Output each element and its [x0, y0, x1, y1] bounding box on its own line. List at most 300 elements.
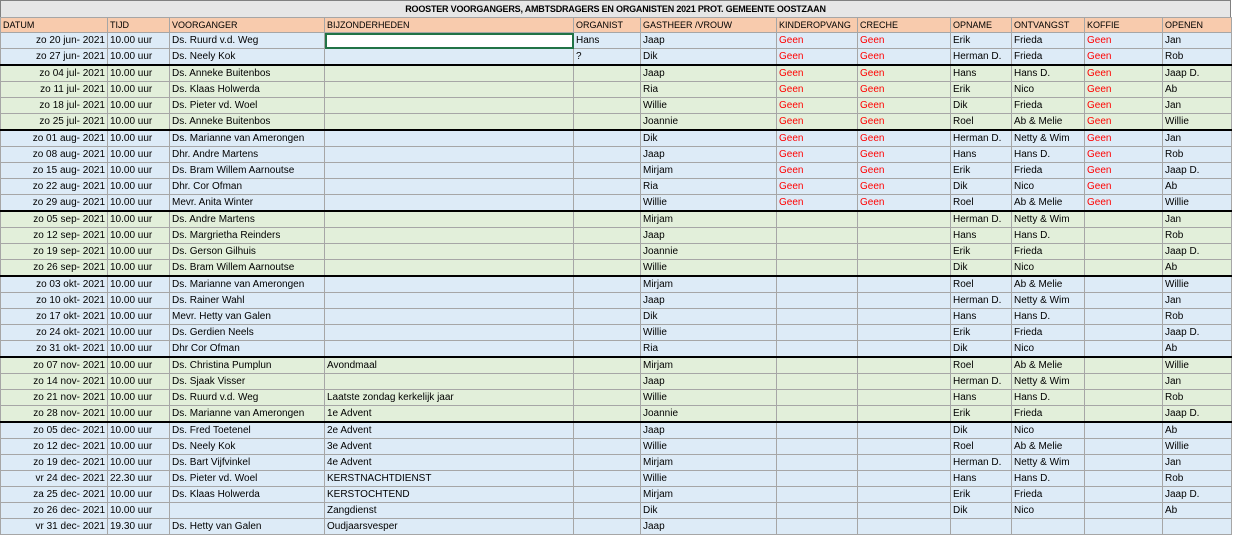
date-cell[interactable]: zo 05 dec- 2021	[1, 422, 108, 439]
gastheer-cell[interactable]: Mirjam	[641, 455, 777, 471]
opname-cell[interactable]: Herman D.	[951, 293, 1012, 309]
openen-cell[interactable]: Rob	[1163, 49, 1232, 66]
date-cell[interactable]: vr 24 dec- 2021	[1, 471, 108, 487]
organist-cell[interactable]	[574, 503, 641, 519]
openen-cell[interactable]: Willie	[1163, 114, 1232, 131]
bijzonderheden-cell[interactable]	[325, 179, 574, 195]
koffie-cell[interactable]	[1085, 406, 1163, 423]
kinderopvang-cell[interactable]: Geen	[777, 33, 858, 49]
organist-cell[interactable]	[574, 163, 641, 179]
date-cell[interactable]: zo 14 nov- 2021	[1, 374, 108, 390]
creche-cell[interactable]: Geen	[858, 179, 951, 195]
openen-cell[interactable]: Rob	[1163, 471, 1232, 487]
organist-cell[interactable]	[574, 422, 641, 439]
koffie-cell[interactable]	[1085, 293, 1163, 309]
openen-cell[interactable]: Jan	[1163, 33, 1232, 49]
time-cell[interactable]: 10.00 uur	[108, 503, 170, 519]
voorganger-cell[interactable]: Ds. Ruurd v.d. Weg	[170, 33, 325, 49]
gastheer-cell[interactable]: Joannie	[641, 114, 777, 131]
voorganger-cell[interactable]: Ds. Pieter vd. Woel	[170, 98, 325, 114]
date-cell[interactable]: zo 20 jun- 2021	[1, 33, 108, 49]
bijzonderheden-cell[interactable]: Avondmaal	[325, 357, 574, 374]
date-cell[interactable]: zo 25 jul- 2021	[1, 114, 108, 131]
creche-cell[interactable]	[858, 406, 951, 423]
date-cell[interactable]: zo 12 sep- 2021	[1, 228, 108, 244]
organist-cell[interactable]	[574, 211, 641, 228]
kinderopvang-cell[interactable]	[777, 374, 858, 390]
date-cell[interactable]: zo 19 sep- 2021	[1, 244, 108, 260]
opname-cell[interactable]: Herman D.	[951, 49, 1012, 66]
date-cell[interactable]: zo 04 jul- 2021	[1, 65, 108, 82]
kinderopvang-cell[interactable]: Geen	[777, 147, 858, 163]
organist-cell[interactable]	[574, 439, 641, 455]
time-cell[interactable]: 10.00 uur	[108, 309, 170, 325]
gastheer-cell[interactable]: Mirjam	[641, 276, 777, 293]
column-header[interactable]: OPENEN	[1163, 18, 1232, 33]
opname-cell[interactable]: Dik	[951, 422, 1012, 439]
voorganger-cell[interactable]: Ds. Hetty van Galen	[170, 519, 325, 535]
gastheer-cell[interactable]: Joannie	[641, 244, 777, 260]
kinderopvang-cell[interactable]	[777, 357, 858, 374]
gastheer-cell[interactable]: Jaap	[641, 147, 777, 163]
bijzonderheden-cell[interactable]	[325, 309, 574, 325]
kinderopvang-cell[interactable]: Geen	[777, 98, 858, 114]
kinderopvang-cell[interactable]	[777, 211, 858, 228]
openen-cell[interactable]: Willie	[1163, 276, 1232, 293]
time-cell[interactable]: 10.00 uur	[108, 455, 170, 471]
openen-cell[interactable]: Ab	[1163, 341, 1232, 358]
kinderopvang-cell[interactable]	[777, 471, 858, 487]
bijzonderheden-cell[interactable]	[325, 114, 574, 131]
voorganger-cell[interactable]: Ds. Marianne van Amerongen	[170, 276, 325, 293]
koffie-cell[interactable]: Geen	[1085, 98, 1163, 114]
time-cell[interactable]: 10.00 uur	[108, 130, 170, 147]
gastheer-cell[interactable]: Ria	[641, 341, 777, 358]
voorganger-cell[interactable]: Ds. Gerson Gilhuis	[170, 244, 325, 260]
organist-cell[interactable]	[574, 130, 641, 147]
opname-cell[interactable]: Dik	[951, 503, 1012, 519]
voorganger-cell[interactable]: Ds. Neely Kok	[170, 439, 325, 455]
creche-cell[interactable]	[858, 325, 951, 341]
time-cell[interactable]: 10.00 uur	[108, 65, 170, 82]
creche-cell[interactable]	[858, 471, 951, 487]
bijzonderheden-cell[interactable]	[325, 65, 574, 82]
column-header[interactable]: ONTVANGST	[1012, 18, 1085, 33]
koffie-cell[interactable]	[1085, 341, 1163, 358]
voorganger-cell[interactable]: Ds. Christina Pumplun	[170, 357, 325, 374]
organist-cell[interactable]	[574, 147, 641, 163]
kinderopvang-cell[interactable]: Geen	[777, 49, 858, 66]
opname-cell[interactable]: Erik	[951, 244, 1012, 260]
openen-cell[interactable]: Rob	[1163, 228, 1232, 244]
date-cell[interactable]: zo 29 aug- 2021	[1, 195, 108, 212]
ontvangst-cell[interactable]: Netty & Wim	[1012, 455, 1085, 471]
creche-cell[interactable]	[858, 390, 951, 406]
openen-cell[interactable]: Ab	[1163, 503, 1232, 519]
creche-cell[interactable]	[858, 422, 951, 439]
openen-cell[interactable]: Jan	[1163, 293, 1232, 309]
openen-cell[interactable]: Rob	[1163, 309, 1232, 325]
ontvangst-cell[interactable]: Frieda	[1012, 325, 1085, 341]
ontvangst-cell[interactable]: Nico	[1012, 422, 1085, 439]
ontvangst-cell[interactable]: Frieda	[1012, 98, 1085, 114]
voorganger-cell[interactable]: Ds. Ruurd v.d. Weg	[170, 390, 325, 406]
ontvangst-cell[interactable]: Hans D.	[1012, 147, 1085, 163]
openen-cell[interactable]: Ab	[1163, 82, 1232, 98]
date-cell[interactable]: zo 12 dec- 2021	[1, 439, 108, 455]
ontvangst-cell[interactable]: Nico	[1012, 260, 1085, 277]
voorganger-cell[interactable]: Ds. Anneke Buitenbos	[170, 65, 325, 82]
time-cell[interactable]: 10.00 uur	[108, 98, 170, 114]
ontvangst-cell[interactable]: Netty & Wim	[1012, 374, 1085, 390]
creche-cell[interactable]: Geen	[858, 33, 951, 49]
voorganger-cell[interactable]: Mevr. Hetty van Galen	[170, 309, 325, 325]
voorganger-cell[interactable]: Dhr. Cor Ofman	[170, 179, 325, 195]
ontvangst-cell[interactable]: Frieda	[1012, 244, 1085, 260]
voorganger-cell[interactable]: Ds. Bart Vijfvinkel	[170, 455, 325, 471]
date-cell[interactable]: zo 17 okt- 2021	[1, 309, 108, 325]
koffie-cell[interactable]	[1085, 228, 1163, 244]
time-cell[interactable]: 10.00 uur	[108, 260, 170, 277]
bijzonderheden-cell[interactable]	[325, 82, 574, 98]
organist-cell[interactable]	[574, 487, 641, 503]
gastheer-cell[interactable]: Mirjam	[641, 211, 777, 228]
ontvangst-cell[interactable]: Nico	[1012, 82, 1085, 98]
time-cell[interactable]: 10.00 uur	[108, 163, 170, 179]
column-header[interactable]: DATUM	[1, 18, 108, 33]
opname-cell[interactable]: Hans	[951, 309, 1012, 325]
gastheer-cell[interactable]: Ria	[641, 179, 777, 195]
organist-cell[interactable]	[574, 471, 641, 487]
organist-cell[interactable]	[574, 357, 641, 374]
opname-cell[interactable]: Erik	[951, 406, 1012, 423]
bijzonderheden-cell[interactable]	[325, 276, 574, 293]
column-header[interactable]: TIJD	[108, 18, 170, 33]
date-cell[interactable]: zo 08 aug- 2021	[1, 147, 108, 163]
bijzonderheden-cell[interactable]: 1e Advent	[325, 406, 574, 423]
openen-cell[interactable]: Jan	[1163, 374, 1232, 390]
koffie-cell[interactable]	[1085, 471, 1163, 487]
kinderopvang-cell[interactable]: Geen	[777, 82, 858, 98]
ontvangst-cell[interactable]: Hans D.	[1012, 471, 1085, 487]
kinderopvang-cell[interactable]	[777, 390, 858, 406]
ontvangst-cell[interactable]: Frieda	[1012, 163, 1085, 179]
ontvangst-cell[interactable]: Hans D.	[1012, 228, 1085, 244]
gastheer-cell[interactable]: Willie	[641, 195, 777, 212]
column-header[interactable]: KINDEROPVANG	[777, 18, 858, 33]
koffie-cell[interactable]	[1085, 211, 1163, 228]
gastheer-cell[interactable]: Willie	[641, 325, 777, 341]
openen-cell[interactable]: Jaap D.	[1163, 325, 1232, 341]
gastheer-cell[interactable]: Mirjam	[641, 487, 777, 503]
time-cell[interactable]: 10.00 uur	[108, 487, 170, 503]
time-cell[interactable]: 10.00 uur	[108, 82, 170, 98]
kinderopvang-cell[interactable]: Geen	[777, 195, 858, 212]
ontvangst-cell[interactable]: Ab & Melie	[1012, 276, 1085, 293]
openen-cell[interactable]: Jaap D.	[1163, 163, 1232, 179]
gastheer-cell[interactable]: Jaap	[641, 65, 777, 82]
organist-cell[interactable]: ?	[574, 49, 641, 66]
kinderopvang-cell[interactable]	[777, 422, 858, 439]
openen-cell[interactable]: Rob	[1163, 390, 1232, 406]
gastheer-cell[interactable]: Jaap	[641, 33, 777, 49]
koffie-cell[interactable]	[1085, 487, 1163, 503]
creche-cell[interactable]	[858, 244, 951, 260]
voorganger-cell[interactable]: Dhr Cor Ofman	[170, 341, 325, 358]
time-cell[interactable]: 10.00 uur	[108, 33, 170, 49]
kinderopvang-cell[interactable]: Geen	[777, 114, 858, 131]
koffie-cell[interactable]	[1085, 519, 1163, 535]
organist-cell[interactable]	[574, 406, 641, 423]
ontvangst-cell[interactable]: Frieda	[1012, 33, 1085, 49]
voorganger-cell[interactable]: Ds. Pieter vd. Woel	[170, 471, 325, 487]
organist-cell[interactable]	[574, 65, 641, 82]
opname-cell[interactable]: Erik	[951, 487, 1012, 503]
time-cell[interactable]: 10.00 uur	[108, 325, 170, 341]
organist-cell[interactable]	[574, 179, 641, 195]
koffie-cell[interactable]: Geen	[1085, 33, 1163, 49]
bijzonderheden-cell[interactable]: KERSTNACHTDIENST	[325, 471, 574, 487]
time-cell[interactable]: 10.00 uur	[108, 147, 170, 163]
ontvangst-cell[interactable]: Netty & Wim	[1012, 293, 1085, 309]
koffie-cell[interactable]: Geen	[1085, 179, 1163, 195]
creche-cell[interactable]	[858, 439, 951, 455]
ontvangst-cell[interactable]: Frieda	[1012, 49, 1085, 66]
bijzonderheden-cell[interactable]	[325, 325, 574, 341]
ontvangst-cell[interactable]: Nico	[1012, 179, 1085, 195]
koffie-cell[interactable]	[1085, 374, 1163, 390]
time-cell[interactable]: 10.00 uur	[108, 195, 170, 212]
gastheer-cell[interactable]: Jaap	[641, 228, 777, 244]
bijzonderheden-cell[interactable]: Oudjaarsvesper	[325, 519, 574, 535]
organist-cell[interactable]	[574, 374, 641, 390]
voorganger-cell[interactable]	[170, 503, 325, 519]
time-cell[interactable]: 19.30 uur	[108, 519, 170, 535]
ontvangst-cell[interactable]: Hans D.	[1012, 390, 1085, 406]
time-cell[interactable]: 10.00 uur	[108, 244, 170, 260]
organist-cell[interactable]	[574, 519, 641, 535]
creche-cell[interactable]	[858, 341, 951, 358]
opname-cell[interactable]: Roel	[951, 357, 1012, 374]
gastheer-cell[interactable]: Joannie	[641, 406, 777, 423]
koffie-cell[interactable]	[1085, 276, 1163, 293]
time-cell[interactable]: 10.00 uur	[108, 390, 170, 406]
openen-cell[interactable]: Ab	[1163, 179, 1232, 195]
opname-cell[interactable]: Dik	[951, 98, 1012, 114]
column-header[interactable]: ORGANIST	[574, 18, 641, 33]
kinderopvang-cell[interactable]	[777, 325, 858, 341]
gastheer-cell[interactable]: Willie	[641, 439, 777, 455]
voorganger-cell[interactable]: Ds. Bram Willem Aarnoutse	[170, 260, 325, 277]
ontvangst-cell[interactable]: Hans D.	[1012, 65, 1085, 82]
date-cell[interactable]: vr 31 dec- 2021	[1, 519, 108, 535]
date-cell[interactable]: zo 31 okt- 2021	[1, 341, 108, 358]
opname-cell[interactable]: Roel	[951, 114, 1012, 131]
openen-cell[interactable]: Jaap D.	[1163, 487, 1232, 503]
openen-cell[interactable]	[1163, 519, 1232, 535]
gastheer-cell[interactable]: Jaap	[641, 293, 777, 309]
organist-cell[interactable]	[574, 195, 641, 212]
ontvangst-cell[interactable]: Frieda	[1012, 406, 1085, 423]
time-cell[interactable]: 10.00 uur	[108, 179, 170, 195]
kinderopvang-cell[interactable]: Geen	[777, 65, 858, 82]
gastheer-cell[interactable]: Jaap	[641, 519, 777, 535]
ontvangst-cell[interactable]: Ab & Melie	[1012, 195, 1085, 212]
date-cell[interactable]: zo 26 dec- 2021	[1, 503, 108, 519]
creche-cell[interactable]	[858, 228, 951, 244]
time-cell[interactable]: 10.00 uur	[108, 374, 170, 390]
time-cell[interactable]: 10.00 uur	[108, 439, 170, 455]
ontvangst-cell[interactable]: Netty & Wim	[1012, 130, 1085, 147]
date-cell[interactable]: zo 10 okt- 2021	[1, 293, 108, 309]
kinderopvang-cell[interactable]: Geen	[777, 130, 858, 147]
bijzonderheden-cell[interactable]	[325, 130, 574, 147]
openen-cell[interactable]: Jan	[1163, 455, 1232, 471]
voorganger-cell[interactable]: Ds. Fred Toetenel	[170, 422, 325, 439]
koffie-cell[interactable]	[1085, 309, 1163, 325]
ontvangst-cell[interactable]	[1012, 519, 1085, 535]
date-cell[interactable]: zo 24 okt- 2021	[1, 325, 108, 341]
opname-cell[interactable]: Hans	[951, 471, 1012, 487]
time-cell[interactable]: 10.00 uur	[108, 49, 170, 66]
gastheer-cell[interactable]: Willie	[641, 471, 777, 487]
koffie-cell[interactable]	[1085, 325, 1163, 341]
voorganger-cell[interactable]: Dhr. Andre Martens	[170, 147, 325, 163]
time-cell[interactable]: 10.00 uur	[108, 211, 170, 228]
date-cell[interactable]: zo 18 jul- 2021	[1, 98, 108, 114]
column-header[interactable]: GASTHEER /VROUW	[641, 18, 777, 33]
organist-cell[interactable]	[574, 325, 641, 341]
date-cell[interactable]: zo 15 aug- 2021	[1, 163, 108, 179]
voorganger-cell[interactable]: Ds. Bram Willem Aarnoutse	[170, 163, 325, 179]
opname-cell[interactable]: Roel	[951, 439, 1012, 455]
date-cell[interactable]: zo 11 jul- 2021	[1, 82, 108, 98]
opname-cell[interactable]: Hans	[951, 147, 1012, 163]
bijzonderheden-cell[interactable]: Laatste zondag kerkelijk jaar	[325, 390, 574, 406]
column-header[interactable]: CRECHE	[858, 18, 951, 33]
koffie-cell[interactable]	[1085, 390, 1163, 406]
organist-cell[interactable]	[574, 390, 641, 406]
kinderopvang-cell[interactable]	[777, 455, 858, 471]
ontvangst-cell[interactable]: Ab & Melie	[1012, 439, 1085, 455]
koffie-cell[interactable]: Geen	[1085, 163, 1163, 179]
opname-cell[interactable]: Dik	[951, 179, 1012, 195]
bijzonderheden-cell[interactable]	[325, 98, 574, 114]
opname-cell[interactable]: Dik	[951, 341, 1012, 358]
koffie-cell[interactable]: Geen	[1085, 195, 1163, 212]
opname-cell[interactable]: Herman D.	[951, 211, 1012, 228]
creche-cell[interactable]	[858, 519, 951, 535]
ontvangst-cell[interactable]: Nico	[1012, 503, 1085, 519]
date-cell[interactable]: zo 07 nov- 2021	[1, 357, 108, 374]
gastheer-cell[interactable]: Willie	[641, 260, 777, 277]
time-cell[interactable]: 10.00 uur	[108, 276, 170, 293]
openen-cell[interactable]: Jaap D.	[1163, 406, 1232, 423]
creche-cell[interactable]	[858, 260, 951, 277]
date-cell[interactable]: zo 26 sep- 2021	[1, 260, 108, 277]
creche-cell[interactable]: Geen	[858, 130, 951, 147]
opname-cell[interactable]: Erik	[951, 33, 1012, 49]
kinderopvang-cell[interactable]	[777, 293, 858, 309]
bijzonderheden-cell[interactable]	[325, 293, 574, 309]
kinderopvang-cell[interactable]	[777, 276, 858, 293]
organist-cell[interactable]	[574, 114, 641, 131]
opname-cell[interactable]: Herman D.	[951, 455, 1012, 471]
column-header[interactable]: VOORGANGER	[170, 18, 325, 33]
creche-cell[interactable]: Geen	[858, 195, 951, 212]
openen-cell[interactable]: Ab	[1163, 260, 1232, 277]
organist-cell[interactable]	[574, 455, 641, 471]
gastheer-cell[interactable]: Mirjam	[641, 163, 777, 179]
bijzonderheden-cell[interactable]	[325, 374, 574, 390]
organist-cell[interactable]	[574, 309, 641, 325]
opname-cell[interactable]: Hans	[951, 228, 1012, 244]
kinderopvang-cell[interactable]	[777, 341, 858, 358]
organist-cell[interactable]	[574, 260, 641, 277]
koffie-cell[interactable]: Geen	[1085, 82, 1163, 98]
time-cell[interactable]: 10.00 uur	[108, 406, 170, 423]
gastheer-cell[interactable]: Ria	[641, 82, 777, 98]
creche-cell[interactable]	[858, 309, 951, 325]
gastheer-cell[interactable]: Dik	[641, 309, 777, 325]
voorganger-cell[interactable]: Ds. Anneke Buitenbos	[170, 114, 325, 131]
date-cell[interactable]: zo 28 nov- 2021	[1, 406, 108, 423]
koffie-cell[interactable]: Geen	[1085, 114, 1163, 131]
organist-cell[interactable]	[574, 228, 641, 244]
kinderopvang-cell[interactable]	[777, 406, 858, 423]
kinderopvang-cell[interactable]: Geen	[777, 163, 858, 179]
openen-cell[interactable]: Jaap D.	[1163, 244, 1232, 260]
openen-cell[interactable]: Willie	[1163, 195, 1232, 212]
opname-cell[interactable]: Roel	[951, 276, 1012, 293]
column-header[interactable]: OPNAME	[951, 18, 1012, 33]
date-cell[interactable]: zo 22 aug- 2021	[1, 179, 108, 195]
koffie-cell[interactable]: Geen	[1085, 147, 1163, 163]
ontvangst-cell[interactable]: Hans D.	[1012, 309, 1085, 325]
koffie-cell[interactable]: Geen	[1085, 49, 1163, 66]
date-cell[interactable]: zo 19 dec- 2021	[1, 455, 108, 471]
opname-cell[interactable]: Erik	[951, 325, 1012, 341]
bijzonderheden-cell[interactable]: Zangdienst	[325, 503, 574, 519]
bijzonderheden-cell[interactable]: 4e Advent	[325, 455, 574, 471]
creche-cell[interactable]	[858, 293, 951, 309]
creche-cell[interactable]: Geen	[858, 65, 951, 82]
voorganger-cell[interactable]: Ds. Margrietha Reinders	[170, 228, 325, 244]
organist-cell[interactable]	[574, 341, 641, 358]
opname-cell[interactable]: Erik	[951, 82, 1012, 98]
creche-cell[interactable]: Geen	[858, 82, 951, 98]
gastheer-cell[interactable]: Willie	[641, 390, 777, 406]
opname-cell[interactable]: Roel	[951, 195, 1012, 212]
time-cell[interactable]: 22.30 uur	[108, 471, 170, 487]
voorganger-cell[interactable]: Ds. Sjaak Visser	[170, 374, 325, 390]
gastheer-cell[interactable]: Dik	[641, 503, 777, 519]
time-cell[interactable]: 10.00 uur	[108, 357, 170, 374]
opname-cell[interactable]: Hans	[951, 390, 1012, 406]
date-cell[interactable]: zo 03 okt- 2021	[1, 276, 108, 293]
kinderopvang-cell[interactable]: Geen	[777, 179, 858, 195]
date-cell[interactable]: zo 05 sep- 2021	[1, 211, 108, 228]
gastheer-cell[interactable]: Jaap	[641, 374, 777, 390]
date-cell[interactable]: zo 27 jun- 2021	[1, 49, 108, 66]
bijzonderheden-cell[interactable]	[325, 228, 574, 244]
koffie-cell[interactable]	[1085, 455, 1163, 471]
bijzonderheden-cell[interactable]	[325, 49, 574, 66]
creche-cell[interactable]	[858, 357, 951, 374]
column-header[interactable]: BIJZONDERHEDEN	[325, 18, 574, 33]
gastheer-cell[interactable]: Dik	[641, 49, 777, 66]
bijzonderheden-cell[interactable]: 2e Advent	[325, 422, 574, 439]
